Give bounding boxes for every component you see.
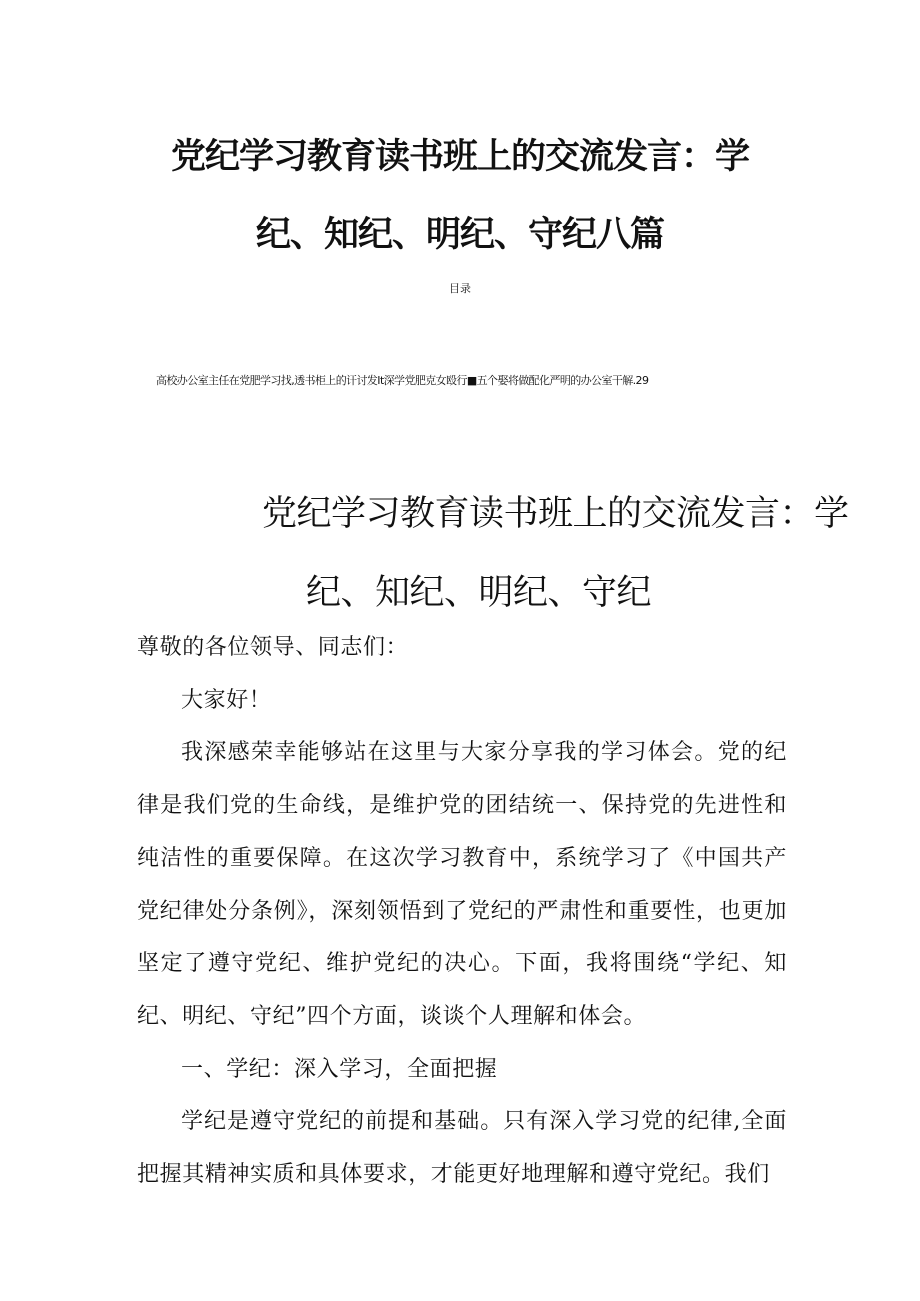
salutation: 尊敬的各位领导、同志们：	[137, 635, 409, 660]
article-title-line-2: 纪、知纪、明纪、守纪	[306, 573, 652, 613]
section-heading: 一、学纪：深入学习，全面把握	[181, 1056, 498, 1082]
cover-title-line-2: 纪、知纪、明纪、守纪八篇	[255, 215, 664, 255]
toc-heading: 目录	[449, 282, 471, 295]
cover-title-line-1: 党纪学习教育读书班上的交流发言：学	[170, 137, 749, 177]
paragraph: 我深感荣幸能够站在这里与大家分享我的学习体会。党的纪律是我们党的生命线，是维护党的团结统一、保持党的先进性和纯洁性的重要保障。在这次学习教育中，系统学习了《中国共产党纪律处分条例》，深刻领悟到了党纪的严肃性和重要性，也更加坚定了遵守党纪、维护党纪的决心。下面，我将围绕“学纪、知纪、明纪、守纪”四个方面，谈谈个人理解和体会。	[137, 740, 787, 1029]
paragraph: 学纪是遵守党纪的前提和基础。只有深入学习党的纪律,全面把握其精神实质和具体要求，才能更好地理解和遵守党纪。我们	[137, 1109, 787, 1188]
greeting: 大家好！	[181, 687, 272, 713]
toc-entry[interactable]: 高校办公室主任在党肥学习找,透书柜上的讦讨发It深学党肥克女殴行■五个娶将做配化严明的办公室干解.29	[156, 374, 649, 387]
article-body	[137, 622, 787, 1202]
article-title-line-1: 党纪学习教育读书班上的交流发言：学	[262, 494, 849, 534]
